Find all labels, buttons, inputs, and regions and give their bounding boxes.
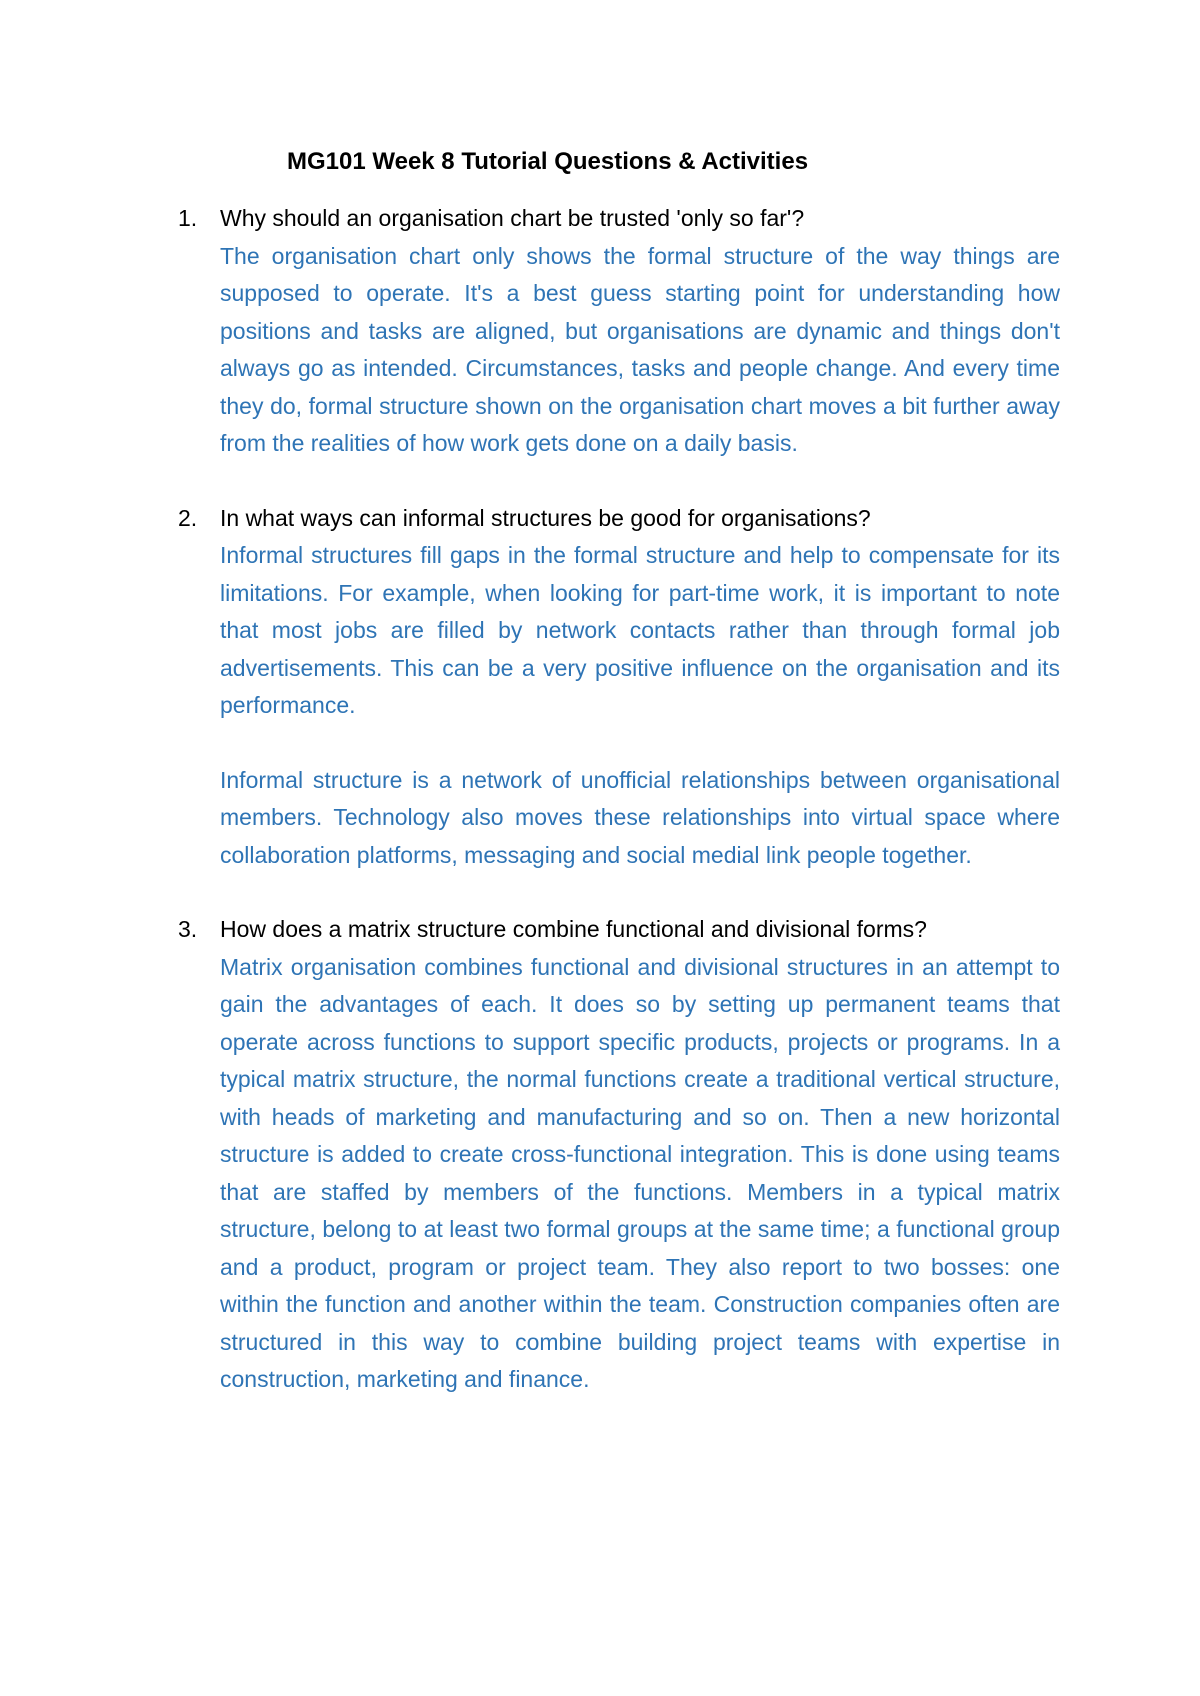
question-number: 3. bbox=[178, 916, 198, 942]
question-number: 2. bbox=[178, 504, 198, 531]
question-number: 1. bbox=[178, 205, 198, 231]
question-item-1 bbox=[178, 200, 1060, 463]
question-item-3 bbox=[178, 911, 1060, 1399]
answer-paragraph: The organisation chart only shows the formal structure of the way things are supposed to operate. It's a best guess starting point for understanding how positions and tasks are aligned, but organisations are dynamic and things don't always go as intended. Circumstances, tasks and people change. And every time they do, formal structure shown on the organisation chart moves a bit further away from the realities of how work gets done on a daily basis. bbox=[220, 242, 1060, 456]
question-item-2 bbox=[178, 500, 1060, 875]
document-title: MG101 Week 8 Tutorial Questions & Activities bbox=[287, 148, 809, 175]
question-text: Why should an organisation chart be trusted 'only so far'? bbox=[220, 205, 805, 231]
question-list bbox=[178, 200, 1060, 1436]
answer-paragraph: Matrix organisation combines functional and divisional structures in an attempt to gain the advantages of each. It does so by setting up permanent teams that operate across functions to support specific products, projects or programs. In a typical matrix structure, the normal functions create a traditional vertical structure, with heads of marketing and manufacturing and so on. Then a new horizontal structure is added to create cross-functional integration. This is done using teams that are staffed by members of the functions. Members in a typical matrix structure, belong to at least two formal groups at the same time; a functional group and a product, program or project team. They also report to two bosses: one within the function and another within the team. Construction companies often are structured in this way to combine building project teams with expertise in construction, marketing and finance. bbox=[220, 953, 1060, 1392]
question-text: How does a matrix structure combine functional and divisional forms? bbox=[220, 916, 927, 942]
answer-paragraph: Informal structures fill gaps in the formal structure and help to compensate for its limitations. For example, when looking for part-time work, it is important to note that most jobs are filled by network contacts rather than through formal job advertisements. This can be a very positive influence on the organisation and its performance. bbox=[220, 542, 1060, 718]
answer-paragraph: Informal structure is a network of unofficial relationships between organisational members. Technology also moves these relationships into virtual space where collaboration platforms, messaging and social medial link people together. bbox=[220, 766, 1060, 868]
question-text: In what ways can informal structures be good for organisations? bbox=[220, 504, 871, 531]
